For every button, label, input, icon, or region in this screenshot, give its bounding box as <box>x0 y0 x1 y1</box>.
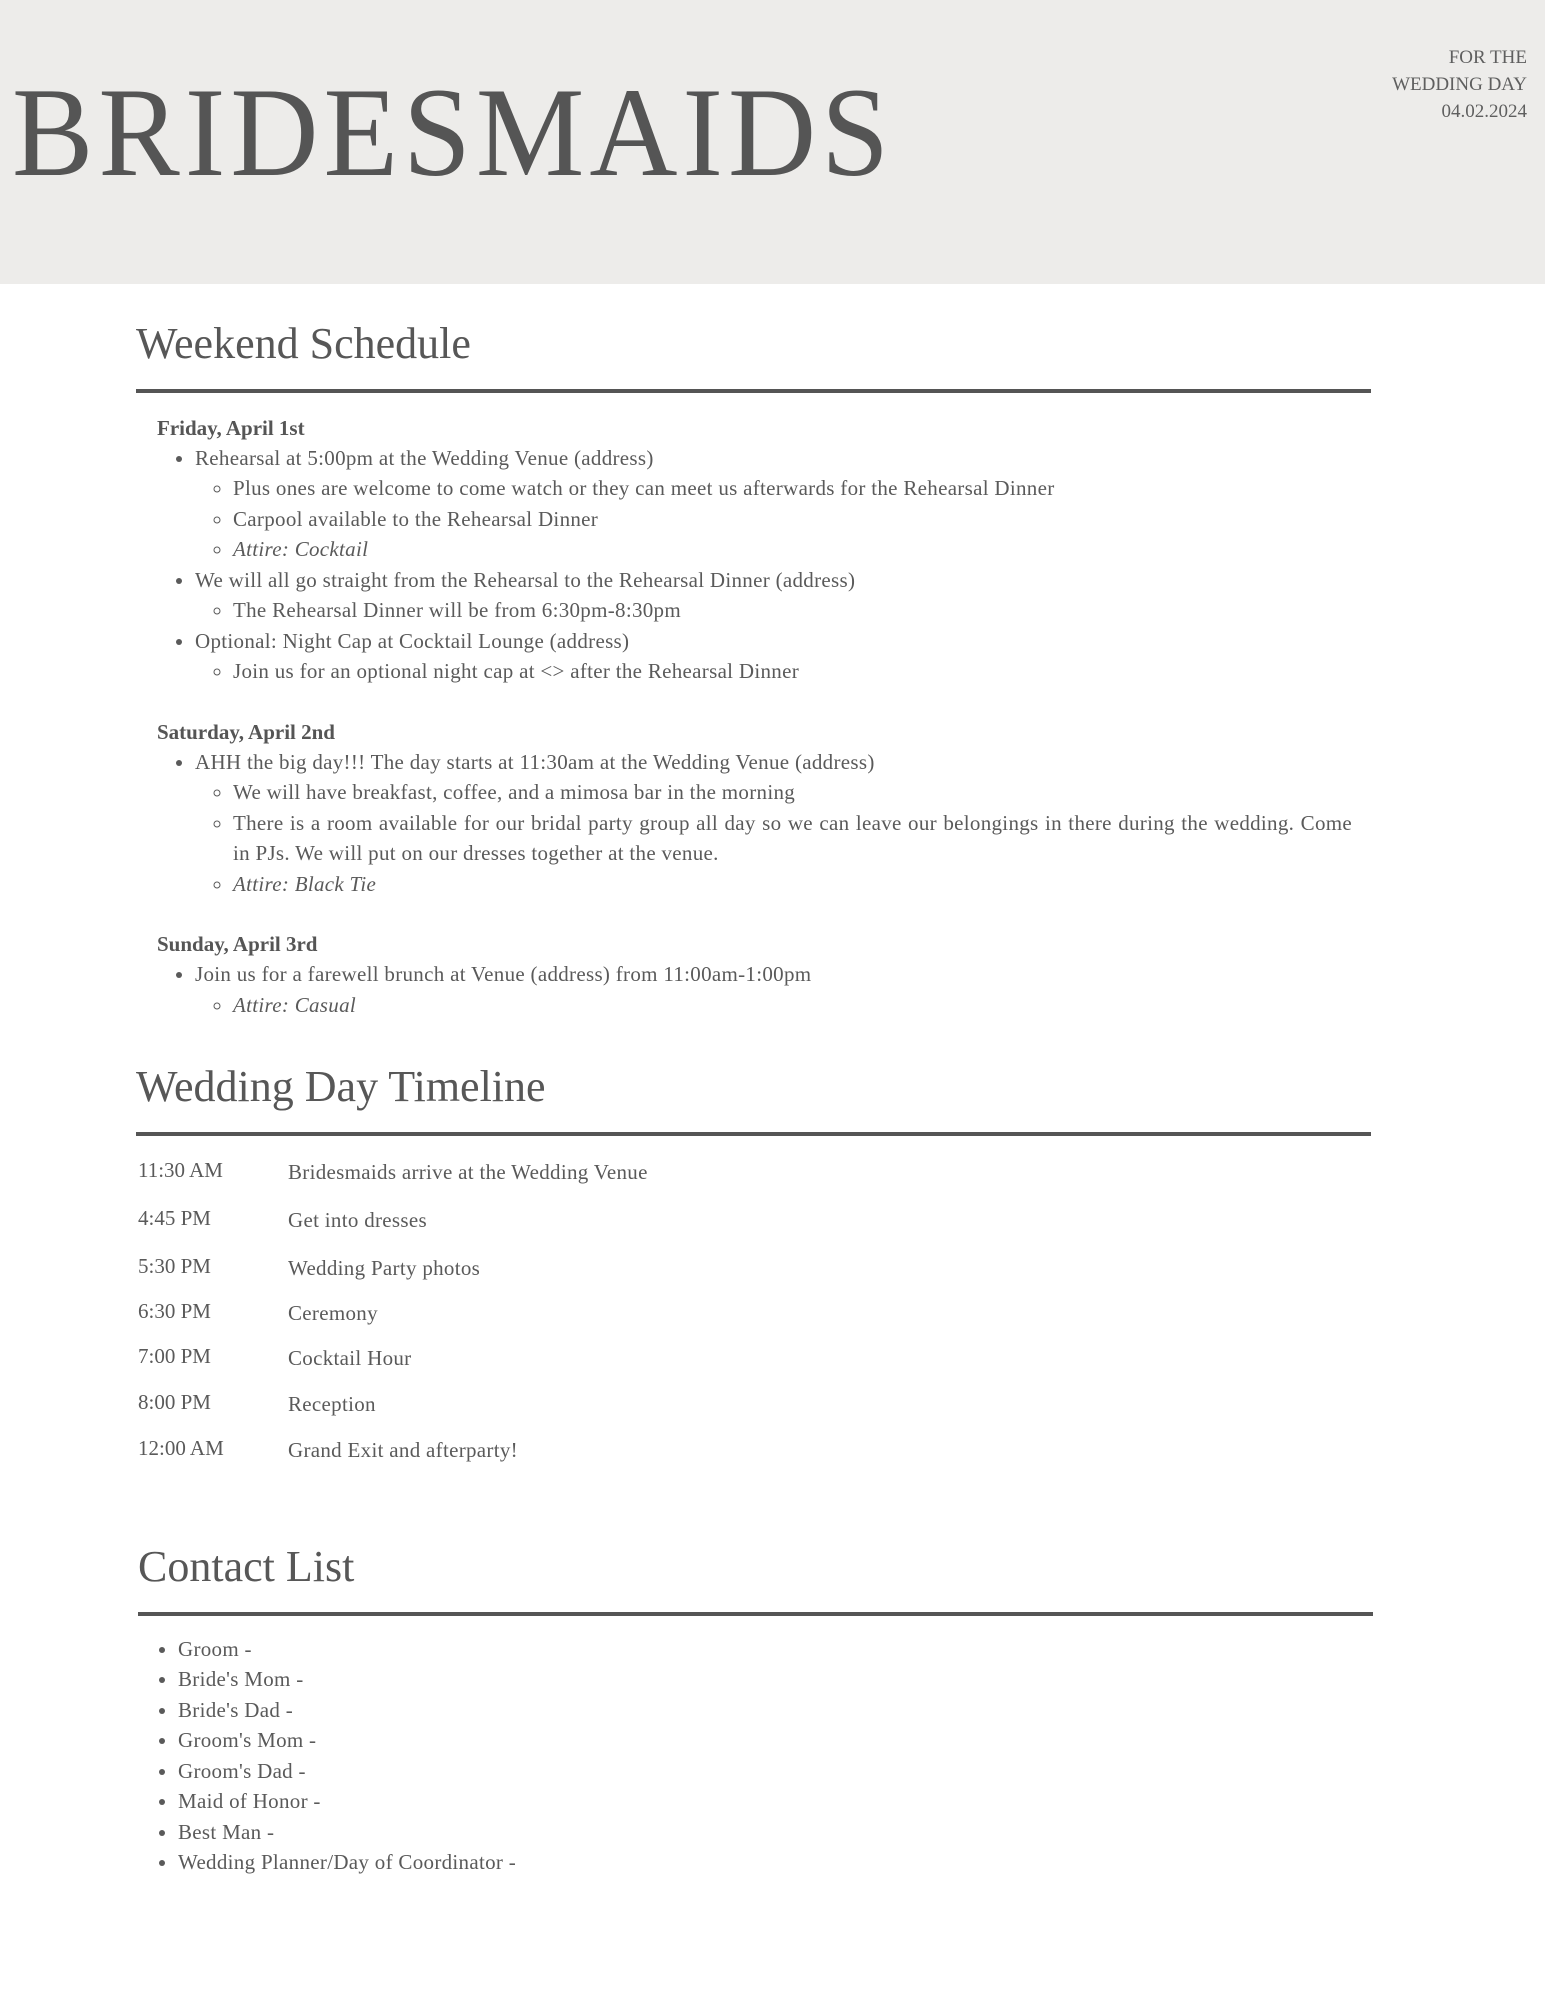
timeline-event: Grand Exit and afterparty! <box>288 1437 518 1462</box>
list-item: ◦ Carpool available to the Rehearsal Dinner <box>233 504 1376 535</box>
timeline-event: Get into dresses <box>288 1207 427 1232</box>
saturday-list <box>136 747 1376 900</box>
day-saturday <box>136 717 1376 900</box>
list-item: ◦ The Rehearsal Dinner will be from 6:30pm-8:30pm <box>233 595 1376 626</box>
section-title-contacts: Contact List <box>138 1542 355 1591</box>
page-title: BRIDESMAIDS <box>12 62 895 204</box>
list-item: ◦ We will have breakfast, coffee, and a mimosa bar in the morning <box>233 777 1376 808</box>
list-item-attire: ◦ Attire: Cocktail <box>233 534 1376 565</box>
timeline-row <box>136 1344 1376 1390</box>
section-title-weekend-schedule: Weekend Schedule <box>136 319 471 368</box>
contact-list-section <box>138 1541 1378 1878</box>
list-item: • We will all go straight from the Rehearsal to the Rehearsal Dinner (address) ◦ The Rehearsal Dinner will be from 6:30pm-8:30pm <box>195 565 1376 626</box>
timeline-event: Bridesmaids arrive at the Wedding Venue <box>288 1159 648 1184</box>
timeline-time: 8:00 PM <box>138 1389 211 1414</box>
timeline-time: 4:45 PM <box>138 1205 211 1230</box>
weekend-schedule-section <box>136 318 1376 1050</box>
timeline-row <box>136 1390 1376 1436</box>
timeline-time: 12:00 AM <box>138 1435 224 1460</box>
list-item: ◦ Plus ones are welcome to come watch or they can meet us afterwards for the Rehearsal Dinner <box>233 473 1376 504</box>
timeline-row <box>136 1206 1376 1254</box>
list-item-attire: ◦ Attire: Casual <box>233 990 1376 1021</box>
contact-item: • Groom's Mom - <box>178 1725 1378 1756</box>
list-item: ◦ There is a room available for our bridal party group all day so we can leave our belongings in there during the wedding. Come in PJs. We will put on our dresses together at the venue. <box>233 808 1376 869</box>
header-note-line: FOR THE <box>1448 47 1527 68</box>
header-note-line: WEDDING DAY <box>1392 74 1527 95</box>
timeline-section <box>136 1061 1376 1484</box>
timeline-event: Cocktail Hour <box>288 1345 412 1370</box>
day-title-saturday: Saturday, April 2nd <box>157 719 335 744</box>
list-item: • Rehearsal at 5:00pm at the Wedding Venue (address) ◦ Plus ones are welcome to come watch or they can meet us afterwards for the Rehearsal Dinner ◦ Carpool available to the Rehearsal Dinner ◦ Attire: Cocktail <box>195 443 1376 565</box>
day-title-friday: Friday, April 1st <box>157 415 305 440</box>
list-item: ◦ Join us for an optional night cap at <> after the Rehearsal Dinner <box>233 656 1376 687</box>
contact-item: • Groom's Dad - <box>178 1756 1378 1787</box>
section-divider <box>136 389 1371 393</box>
timeline-row <box>136 1254 1376 1299</box>
timeline-row <box>136 1299 1376 1344</box>
timeline-event: Ceremony <box>288 1300 378 1325</box>
timeline-event: Reception <box>288 1391 376 1416</box>
list-item: • Optional: Night Cap at Cocktail Lounge (address) ◦ Join us for an optional night cap at <> after the Rehearsal Dinner <box>195 626 1376 687</box>
timeline-time: 11:30 AM <box>138 1157 223 1182</box>
friday-list <box>136 443 1376 687</box>
header-note <box>1392 44 1527 125</box>
contact-list <box>138 1634 1378 1878</box>
header-banner <box>0 0 1545 284</box>
section-title-timeline: Wedding Day Timeline <box>136 1062 546 1111</box>
day-sunday <box>136 929 1376 1020</box>
day-friday <box>136 413 1376 687</box>
list-item: • Join us for a farewell brunch at Venue (address) from 11:00am-1:00pm ◦ Attire: Casual <box>195 959 1376 1020</box>
timeline-row <box>136 1436 1376 1484</box>
day-title-sunday: Sunday, April 3rd <box>157 932 318 957</box>
timeline-time: 5:30 PM <box>138 1253 211 1278</box>
timeline-table <box>136 1158 1376 1484</box>
section-divider <box>138 1612 1373 1616</box>
contact-item: • Bride's Mom - <box>178 1664 1378 1695</box>
contact-item: • Best Man - <box>178 1817 1378 1848</box>
timeline-event: Wedding Party photos <box>288 1255 481 1280</box>
list-item: • AHH the big day!!! The day starts at 11:30am at the Wedding Venue (address) ◦ We will have breakfast, coffee, and a mimosa bar in the morning ◦ There is a room available for our bridal party group all day so we can leave our belongings in there during the wedding. Come in PJs. We will put on our dresses together at the venue. ◦ Attire: Black Tie <box>195 747 1376 900</box>
contact-item: • Groom - <box>178 1634 1378 1665</box>
timeline-row <box>136 1158 1376 1206</box>
contact-item: • Maid of Honor - <box>178 1786 1378 1817</box>
list-item-attire: ◦ Attire: Black Tie <box>233 869 1376 900</box>
timeline-time: 6:30 PM <box>138 1298 211 1323</box>
header-note-date: 04.02.2024 <box>1441 101 1527 122</box>
contact-item: • Bride's Dad - <box>178 1695 1378 1726</box>
timeline-time: 7:00 PM <box>138 1343 211 1368</box>
contact-item: • Wedding Planner/Day of Coordinator - <box>178 1847 1378 1878</box>
section-divider <box>136 1132 1371 1136</box>
sunday-list <box>136 959 1376 1020</box>
